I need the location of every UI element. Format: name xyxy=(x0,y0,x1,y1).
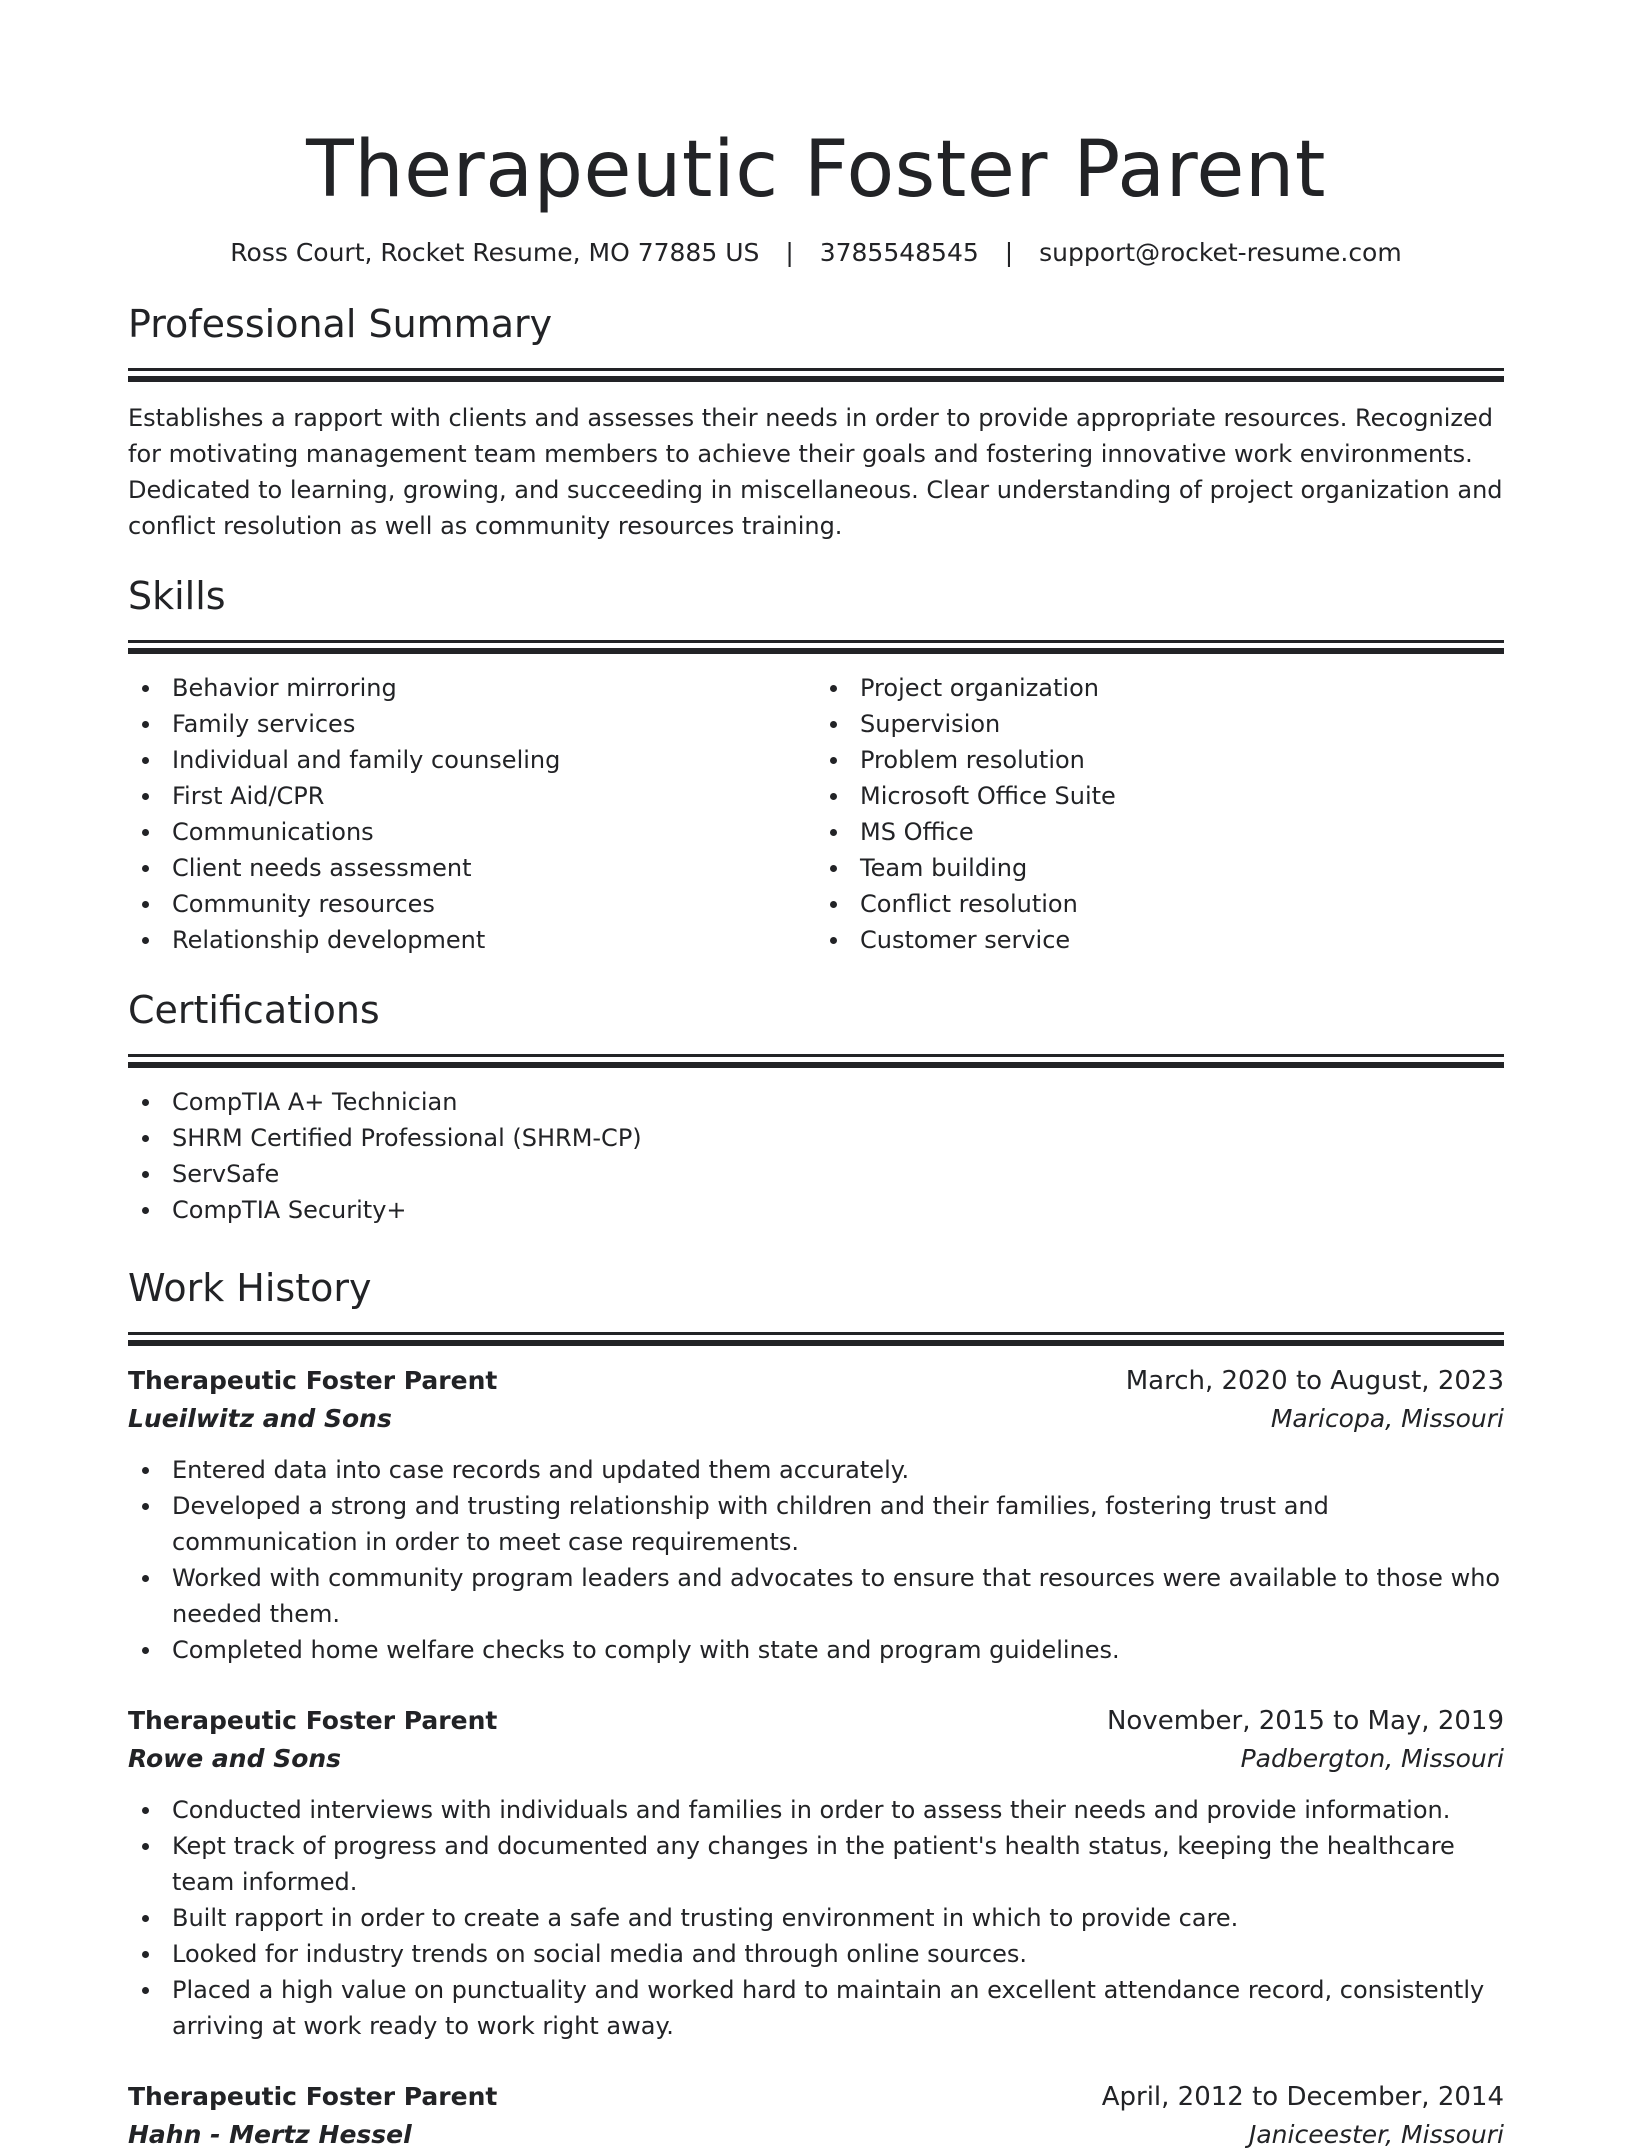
job-dates: March, 2020 to August, 2023 xyxy=(1125,1366,1504,1396)
resume-name: Therapeutic Foster Parent xyxy=(306,125,1326,215)
job-title: Therapeutic Foster Parent xyxy=(128,2082,498,2111)
job-bullets xyxy=(128,1792,1504,2044)
job-bullet: Kept track of progress and documented any changes in the patient's health status, keeping the healthcare team informed. xyxy=(128,1828,1504,1900)
job-company: Lueilwitz and Sons xyxy=(128,1404,392,1433)
certification-item: SHRM Certified Professional (SHRM-CP) xyxy=(128,1120,1504,1156)
summary-heading: Professional Summary xyxy=(128,302,553,346)
skills-section xyxy=(128,572,1504,958)
skill-item: Problem resolution xyxy=(816,742,1504,778)
job-bullet: Placed a high value on punctuality and worked hard to maintain an excellent attendance record, consistently arriving at work ready to work right away. xyxy=(128,1972,1504,2044)
skill-item: Behavior mirroring xyxy=(128,670,816,706)
job-bullet: Built rapport in order to create a safe and trusting environment in which to provide care. xyxy=(128,1900,1504,1936)
job-bullet: Completed home welfare checks to comply with state and program guidelines. xyxy=(128,1632,1504,1668)
skill-item: Supervision xyxy=(816,706,1504,742)
job-header-row xyxy=(128,1362,1504,1400)
skill-item: MS Office xyxy=(816,814,1504,850)
job-company-row xyxy=(128,1740,1504,1778)
contact-email: support@rocket-resume.com xyxy=(1039,238,1402,267)
section-rule-thick xyxy=(128,648,1504,654)
section-rule xyxy=(128,1332,1504,1335)
job-dates: November, 2015 to May, 2019 xyxy=(1106,1706,1504,1736)
job-entry xyxy=(128,2078,1504,2154)
job-entry xyxy=(128,1362,1504,1668)
job-bullet: Worked with community program leaders and advocates to ensure that resources were available to those who needed them. xyxy=(128,1560,1504,1632)
section-rule-thick xyxy=(128,376,1504,382)
certifications-section xyxy=(128,986,1504,1228)
job-header-row xyxy=(128,1702,1504,1740)
job-bullet: Developed a strong and trusting relationship with children and their families, fostering trust and communication in order to meet case requirements. xyxy=(128,1488,1504,1560)
skill-item: Family services xyxy=(128,706,816,742)
section-rule-thick xyxy=(128,1340,1504,1346)
job-company-row xyxy=(128,2116,1504,2154)
work-history-section xyxy=(128,1264,1504,2154)
job-bullet: Conducted interviews with individuals and families in order to assess their needs and provide information. xyxy=(128,1792,1504,1828)
certifications-list xyxy=(128,1084,1504,1228)
skill-item: Relationship development xyxy=(128,922,816,958)
section-rule xyxy=(128,368,1504,371)
certifications-heading: Certifications xyxy=(128,988,380,1032)
contact-address: Ross Court, Rocket Resume, MO 77885 US xyxy=(230,238,760,267)
summary-section xyxy=(128,300,1504,544)
skills-grid xyxy=(128,670,1504,958)
contact-separator: | xyxy=(785,238,794,267)
section-rule-thick xyxy=(128,1062,1504,1068)
skill-item: Communications xyxy=(128,814,816,850)
skill-item: Conflict resolution xyxy=(816,886,1504,922)
contact-line xyxy=(128,236,1504,270)
work-history-heading: Work History xyxy=(128,1266,372,1310)
skill-item: Customer service xyxy=(816,922,1504,958)
job-bullets xyxy=(128,1452,1504,1668)
section-rule xyxy=(128,640,1504,643)
skill-item: Community resources xyxy=(128,886,816,922)
skill-item: Team building xyxy=(816,850,1504,886)
job-title: Therapeutic Foster Parent xyxy=(128,1706,498,1735)
skill-item: First Aid/CPR xyxy=(128,778,816,814)
skills-column-right xyxy=(816,670,1504,958)
job-company: Hahn - Mertz Hessel xyxy=(128,2120,412,2149)
skill-item: Individual and family counseling xyxy=(128,742,816,778)
job-company: Rowe and Sons xyxy=(128,1744,342,1773)
contact-separator: | xyxy=(1004,238,1014,267)
skill-item: Project organization xyxy=(816,670,1504,706)
summary-text: Establishes a rapport with clients and assesses their needs in order to provide appropriate resources. Recognized for motivating management team members to achieve their goals and fostering innovative work environments. Dedicated to learning, growing, and succeeding in miscellaneous. Clear understanding of project organization and conflict resolution as well as community resources training. xyxy=(128,404,1503,540)
job-location: Janiceester, Missouri xyxy=(1248,2120,1504,2149)
skill-item: Client needs assessment xyxy=(128,850,816,886)
skill-item: Microsoft Office Suite xyxy=(816,778,1504,814)
job-dates: April, 2012 to December, 2014 xyxy=(1101,2082,1504,2112)
job-company-row xyxy=(128,1400,1504,1438)
job-entry xyxy=(128,1702,1504,2044)
job-bullet: Looked for industry trends on social media and through online sources. xyxy=(128,1936,1504,1972)
job-title: Therapeutic Foster Parent xyxy=(128,1366,498,1395)
certification-item: CompTIA Security+ xyxy=(128,1192,1504,1228)
certification-item: CompTIA A+ Technician xyxy=(128,1084,1504,1120)
section-rule xyxy=(128,1054,1504,1057)
skills-heading: Skills xyxy=(128,574,226,618)
job-location: Padbergton, Missouri xyxy=(1240,1744,1504,1773)
skills-column-left xyxy=(128,670,816,958)
certification-item: ServSafe xyxy=(128,1156,1504,1192)
contact-phone: 3785548545 xyxy=(819,238,979,267)
job-bullet: Entered data into case records and updated them accurately. xyxy=(128,1452,1504,1488)
job-header-row xyxy=(128,2078,1504,2116)
job-location: Maricopa, Missouri xyxy=(1270,1404,1504,1433)
